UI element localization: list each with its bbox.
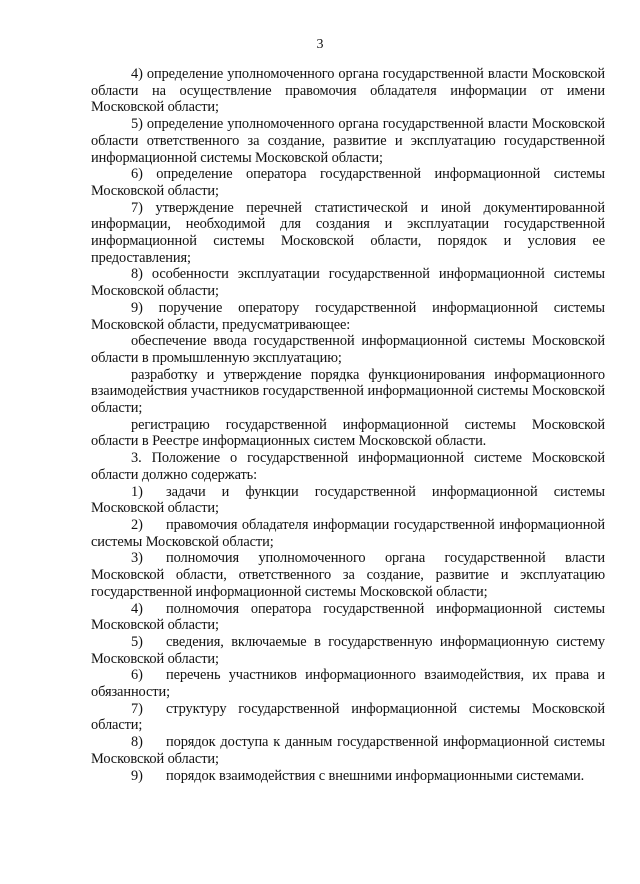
list-item-number: 4) (131, 600, 143, 617)
list-item-number: 1) (131, 483, 143, 500)
paragraph-item-7: 7) утверждение перечней статистической и иной документированной информации, необходимой для создания и эксплуатации государственной информационной системы Московской области, порядок и условия ее предоставления; (91, 199, 605, 266)
list-item-text: структуру государственной информационной системы Московской области; (91, 700, 605, 734)
document-body (91, 66, 605, 784)
list-item-number: 3) (131, 550, 143, 567)
list-item-text: перечень участников информационного взаимодействия, их права и обязанности; (91, 667, 605, 701)
list-item-number: 7) (131, 700, 143, 717)
list-item (91, 517, 605, 550)
list-item-number: 9) (131, 767, 143, 784)
paragraph-item-4: 4) определение уполномоченного органа государственной власти Московской области на осуществление правомочия обладателя информации от имени Московской области; (91, 66, 605, 116)
list-item (91, 601, 605, 634)
list-item (91, 667, 605, 700)
paragraph-subitem-commissioning: обеспечение ввода государственной информационной системы Московской области в промышленную эксплуатацию; (91, 333, 605, 366)
paragraph-item-6: 6) определение оператора государственной информационной системы Московской области; (91, 166, 605, 199)
paragraph-subitem-registration: регистрацию государственной информационной системы Московской области в Реестре информационных систем Московской области. (91, 416, 605, 450)
list-item-text: задачи и функции государственной информационной системы Московской области; (91, 483, 605, 517)
paragraph-section-3: 3. Положение о государственной информационной системе Московской области должно содержать: (91, 450, 605, 483)
list-item-text: порядок доступа к данным государственной информационной системы Московской области; (91, 734, 605, 767)
list-item-number: 8) (131, 734, 143, 751)
list-item-text: правомочия обладателя информации государственной информационной системы Московской области; (91, 516, 605, 550)
list-item-text: полномочия уполномоченного органа государственной власти Московской области, ответственного за создание, развитие и эксплуатацию государственной информационной системы Московской области; (91, 550, 605, 600)
list-item (91, 768, 605, 785)
list-item (91, 701, 605, 734)
paragraph-item-8: 8) особенности эксплуатации государственной информационной системы Московской области; (91, 266, 605, 300)
paragraph-subitem-interaction-order: разработку и утверждение порядка функционирования информационного взаимодействия участников государственной информационной системы Московской области; (91, 366, 605, 417)
list-item-number: 6) (131, 667, 143, 684)
list-item-text: полномочия оператора государственной информационной системы Московской области; (91, 600, 605, 634)
list-item-number: 2) (131, 516, 143, 533)
list-item (91, 634, 605, 667)
paragraph-item-5: 5) определение уполномоченного органа государственной власти Московской области ответственного за создание, развитие и эксплуатацию государственной информационной системы Московской области; (91, 116, 605, 166)
list-item (91, 734, 605, 767)
page-number: 3 (316, 37, 324, 52)
paragraph-item-9: 9) поручение оператору государственной информационной системы Московской области, предусматривающее: (91, 299, 605, 333)
list-item-text: сведения, включаемые в государственную информационную систему Московской области; (91, 633, 605, 667)
list-item-text: порядок взаимодействия с внешними информационными системами. (166, 767, 585, 784)
list-item-number: 5) (131, 633, 143, 650)
list-item (91, 550, 605, 600)
list-item (91, 484, 605, 517)
